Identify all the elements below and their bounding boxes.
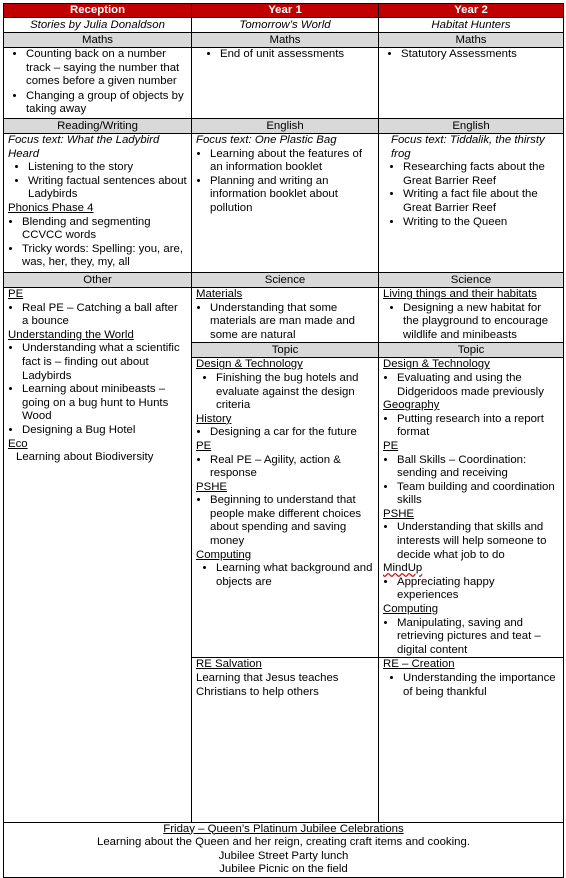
topic-label: Topic	[192, 343, 379, 358]
list-item: • Evaluating and using the Didgeridoos made previously	[397, 372, 559, 399]
list-item: • Understanding that skills and interests will help someone to decide what job to do	[397, 521, 559, 562]
year2-header: Year 2	[379, 4, 564, 18]
topic-label: Topic	[379, 343, 564, 358]
friday-title: Friday – Queen’s Platinum Jubilee Celebrations	[163, 822, 404, 835]
pe-title: PE	[8, 287, 24, 300]
science-label: Science	[379, 272, 564, 287]
list-item: • Statutory Assessments	[401, 48, 559, 62]
reception-literacy	[4, 133, 192, 272]
list-item: • Understanding what a scientific fact is – finding out about Ladybirds	[22, 342, 187, 383]
list-item: • Writing factual sentences about Ladybirds	[28, 175, 187, 202]
geography-title: Geography	[383, 399, 440, 412]
list-item: • Learning what background and objects are	[216, 562, 374, 589]
year2-science	[379, 287, 564, 342]
year2-theme: Habitat Hunters	[379, 18, 564, 33]
list-item: • Designing a Bug Hotel	[22, 424, 187, 438]
computing-title: Computing	[383, 603, 439, 616]
history-title: History	[196, 412, 232, 425]
year1-maths	[192, 48, 379, 119]
list-item: • Writing a fact file about the Great Barrier Reef	[403, 188, 559, 215]
maths-label: Maths	[4, 33, 192, 48]
pshe-title: PSHE	[383, 507, 415, 520]
reception-header: Reception	[4, 4, 192, 18]
materials-title: Materials	[196, 287, 243, 300]
maths-label-row	[4, 33, 564, 48]
year1-science	[192, 287, 379, 342]
reception-re	[192, 658, 379, 822]
focus-text: Focus text: One Plastic Bag	[196, 133, 337, 146]
list-item: • Team building and coordination skills	[397, 481, 559, 508]
year2-maths	[379, 48, 564, 119]
list-item: • Designing a car for the future	[210, 426, 374, 440]
re-text: Learning that Jesus teaches Christians to help others	[196, 672, 339, 698]
re-title: RE Salvation	[196, 658, 262, 671]
list-item: • Planning and writing an information booklet about pollution	[210, 175, 374, 216]
list-item: • Listening to the story	[28, 161, 187, 175]
friday-row	[4, 822, 564, 877]
list-item: • Finishing the bug hotels and evaluate against the design criteria	[216, 372, 374, 413]
maths-row	[4, 48, 564, 119]
maths-label: Maths	[379, 33, 564, 48]
pe-title: PE	[196, 439, 212, 452]
maths-label: Maths	[192, 33, 379, 48]
list-item: • Learning about the features of an information booklet	[210, 148, 374, 175]
year1-topic	[192, 358, 379, 658]
friday-line: Learning about the Queen and her reign, creating craft items and cooking.	[97, 836, 470, 849]
curriculum-table	[3, 3, 564, 878]
list-item: • Counting back on a number track – saying the number that comes before a given number	[26, 48, 187, 89]
list-item: • Tricky words: Spelling: you, are, was, her, they, my, all	[22, 243, 187, 270]
friday-line: Jubilee Street Party lunch	[218, 849, 349, 862]
list-item: • Manipulating, saving and retrieving pictures and teat – digital content	[397, 617, 559, 658]
pe-title: PE	[383, 439, 399, 452]
year1-english	[192, 133, 379, 272]
focus-text: Focus text: Tiddalik, the thirsty frog	[391, 133, 545, 160]
list-item: • Designing a new habitat for the playground to encourage wildlife and minibeasts	[403, 302, 559, 343]
reception-maths	[4, 48, 192, 119]
list-item: • Ball Skills – Coordination: sending and receiving	[397, 454, 559, 481]
re-title: RE – Creation	[383, 658, 455, 671]
understanding-world-title: Understanding the World	[8, 328, 134, 341]
english-label: English	[192, 118, 379, 133]
literacy-row	[4, 133, 564, 272]
friday-line: Jubilee Picnic on the field	[219, 863, 348, 876]
dt-title: Design & Technology	[383, 358, 490, 371]
list-item: • Real PE – Catching a ball after a bounce	[22, 302, 187, 329]
mindup-title: MindUp	[383, 562, 423, 575]
friday-celebrations	[4, 822, 564, 877]
list-item: • Understanding the importance of being thankful	[403, 672, 559, 699]
list-item: • Putting research into a report format	[397, 413, 559, 440]
list-item: • Beginning to understand that people make different choices about spending and saving money	[210, 494, 374, 548]
year1-theme: Tomorrow’s World	[192, 18, 379, 33]
living-things-title: Living things and their habitats	[383, 287, 537, 300]
pshe-title: PSHE	[196, 480, 228, 493]
literacy-label-row	[4, 118, 564, 133]
subheader-row	[4, 18, 564, 33]
other-science-label-row	[4, 272, 564, 287]
dt-title: Design & Technology	[196, 358, 303, 371]
science-label: Science	[192, 272, 379, 287]
computing-title: Computing	[196, 548, 252, 561]
list-item: • Writing to the Queen	[403, 216, 559, 230]
list-item: • Researching facts about the Great Barrier Reef	[403, 161, 559, 188]
focus-text: Focus text: What the Ladybird Heard	[8, 133, 160, 160]
reading-writing-label: Reading/Writing	[4, 118, 192, 133]
list-item: • End of unit assessments	[220, 48, 374, 62]
year2-english	[379, 133, 564, 272]
list-item: • Blending and segmenting CCVCC words	[22, 216, 187, 243]
science-row	[4, 287, 564, 342]
list-item: • Learning about minibeasts – going on a bug hunt to Hunts Wood	[22, 383, 187, 424]
eco-text: Learning about Biodiversity	[16, 451, 154, 464]
list-item: • Real PE – Agility, action & response	[210, 454, 374, 481]
phonics-title: Phonics Phase 4	[8, 201, 94, 214]
eco-title: Eco	[8, 437, 28, 450]
header-row	[4, 4, 564, 18]
list-item: • Understanding that some materials are man made and some are natural	[210, 302, 374, 343]
reception-theme: Stories by Julia Donaldson	[4, 18, 192, 33]
list-item: • Appreciating happy experiences	[397, 576, 559, 603]
english-label: English	[379, 118, 564, 133]
other-label: Other	[4, 272, 192, 287]
list-item: • Changing a group of objects by taking away	[26, 90, 187, 117]
reception-other	[4, 287, 192, 822]
year1-header: Year 1	[192, 4, 379, 18]
year2-topic	[379, 358, 564, 658]
year1-re	[379, 658, 564, 822]
